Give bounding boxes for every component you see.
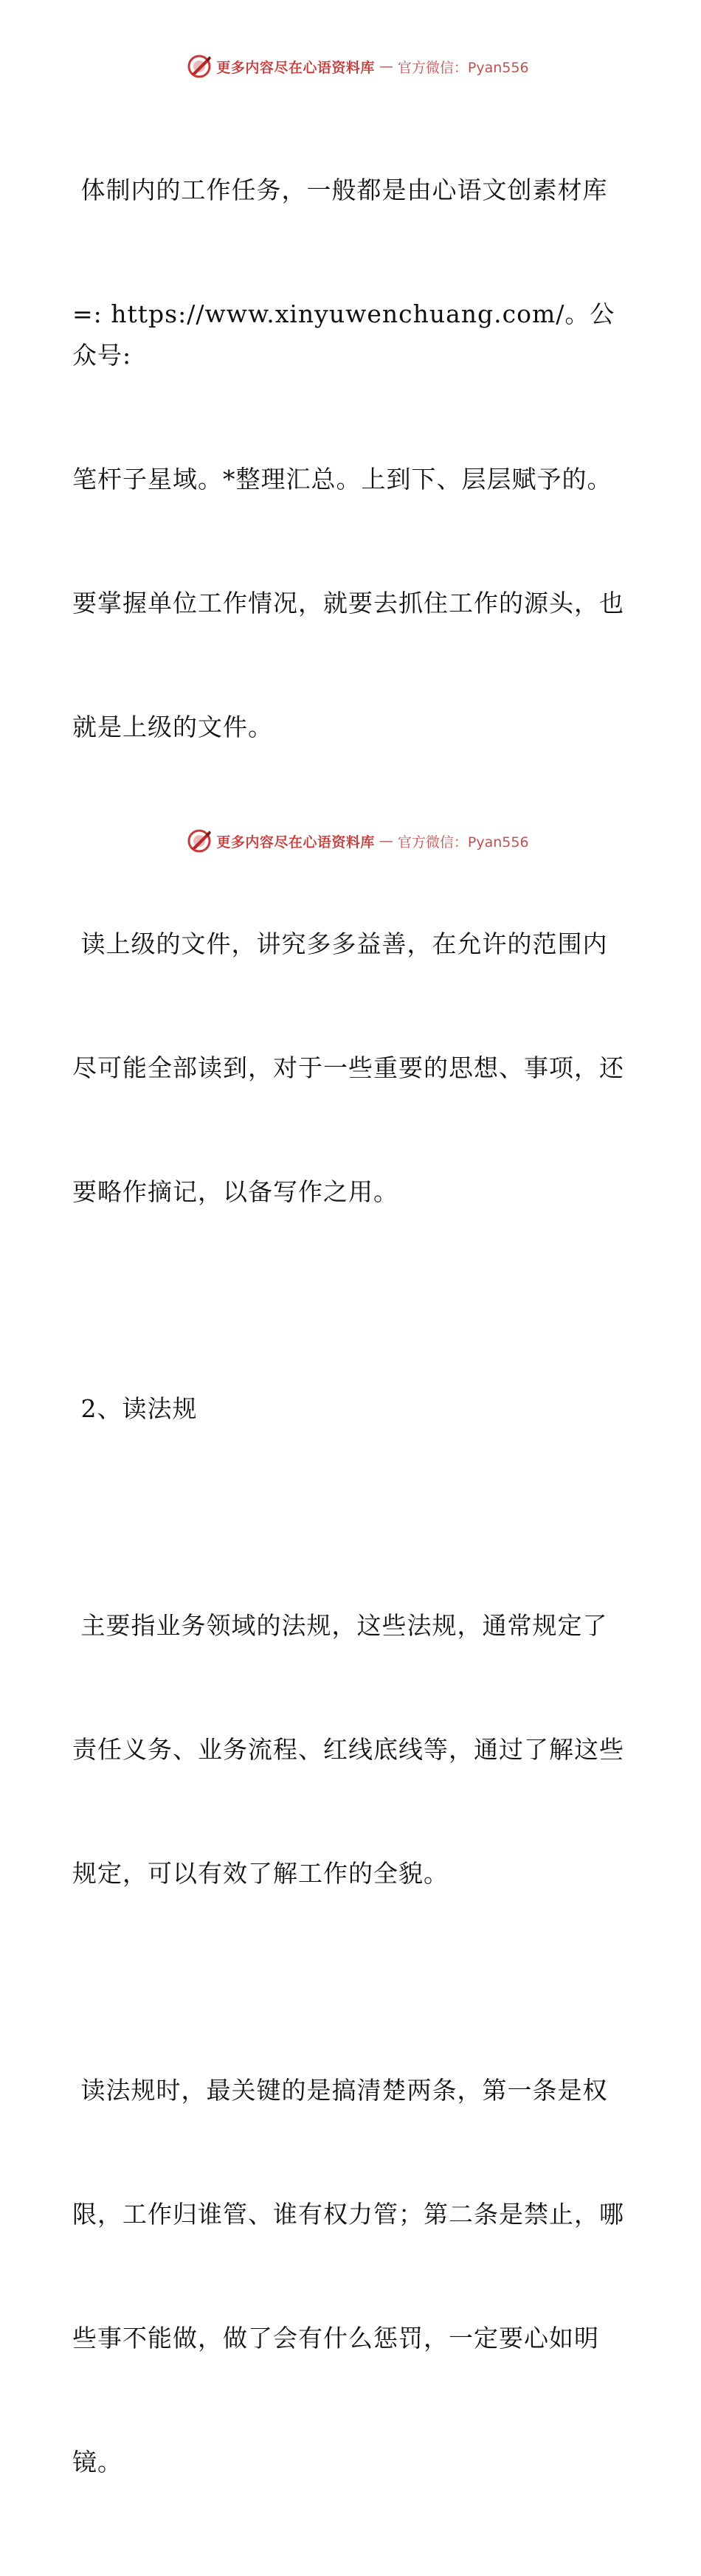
footer-banner-inner xyxy=(187,828,528,854)
paragraph-4 xyxy=(72,1987,633,2566)
paragraph-3 xyxy=(72,1523,633,1977)
document-body xyxy=(72,87,633,2576)
header-banner-text: 更多内容尽在心语资料库 xyxy=(216,59,375,76)
paragraph-line: 读法规时，最关键的是搞清楚两条，第一条是权 xyxy=(72,2076,608,2105)
paragraph-line: 笔杆子星域。*整理汇总。上到下、层层赋予的。 xyxy=(72,465,612,494)
paragraph-1 xyxy=(72,87,633,831)
paragraph-line: 尽可能全部读到，对于一些重要的思想、事项，还 xyxy=(72,1053,624,1082)
paragraph-line: 就是上级的文件。 xyxy=(72,713,273,741)
paragraph-line: 要掌握单位工作情况，就要去抓住工作的源头，也 xyxy=(72,589,624,617)
paragraph-line: 规定，可以有效了解工作的全貌。 xyxy=(72,1859,449,1888)
paragraph-line: 体制内的工作任务，一般都是由心语文创素材库 xyxy=(72,176,608,204)
header-banner-dash: — xyxy=(379,58,393,75)
paragraph-line: 要略作摘记，以备写作之用。 xyxy=(72,1177,398,1206)
paragraph-line: 读上级的文件，讲究多多益善，在允许的范围内 xyxy=(72,929,608,958)
paragraph-line: 些事不能做，做了会有什么惩罚，一定要心如明 xyxy=(72,2324,599,2352)
paragraph-line: 限，工作归谁管、谁有权力管；第二条是禁止，哪 xyxy=(72,2200,624,2229)
header-banner xyxy=(0,50,701,83)
section-heading xyxy=(72,1306,633,1512)
quill-pen-logo-icon xyxy=(187,828,212,854)
paragraph-line: 主要指业务领域的法规，这些法规，通常规定了 xyxy=(72,1611,608,1640)
quill-pen-logo-icon xyxy=(187,54,212,79)
footer-banner-dash: — xyxy=(379,833,393,849)
header-banner-wechat: 官方微信：Pyan556 xyxy=(397,59,529,76)
paragraph-line: =: https://www.xinyuwenchuang.com/。公众号: xyxy=(72,300,615,370)
paragraph-line: 责任义务、业务流程、红线底线等，通过了解这些 xyxy=(72,1735,624,1764)
header-banner-inner xyxy=(187,54,528,79)
section-heading-text: 2、读法规 xyxy=(72,1394,198,1423)
paragraph-2 xyxy=(72,841,633,1295)
footer-banner-text: 更多内容尽在心语资料库 xyxy=(216,834,375,851)
footer-banner xyxy=(0,825,701,857)
paragraph-line: 镜。 xyxy=(72,2448,122,2476)
footer-banner-wechat: 官方微信：Pyan556 xyxy=(397,834,529,851)
